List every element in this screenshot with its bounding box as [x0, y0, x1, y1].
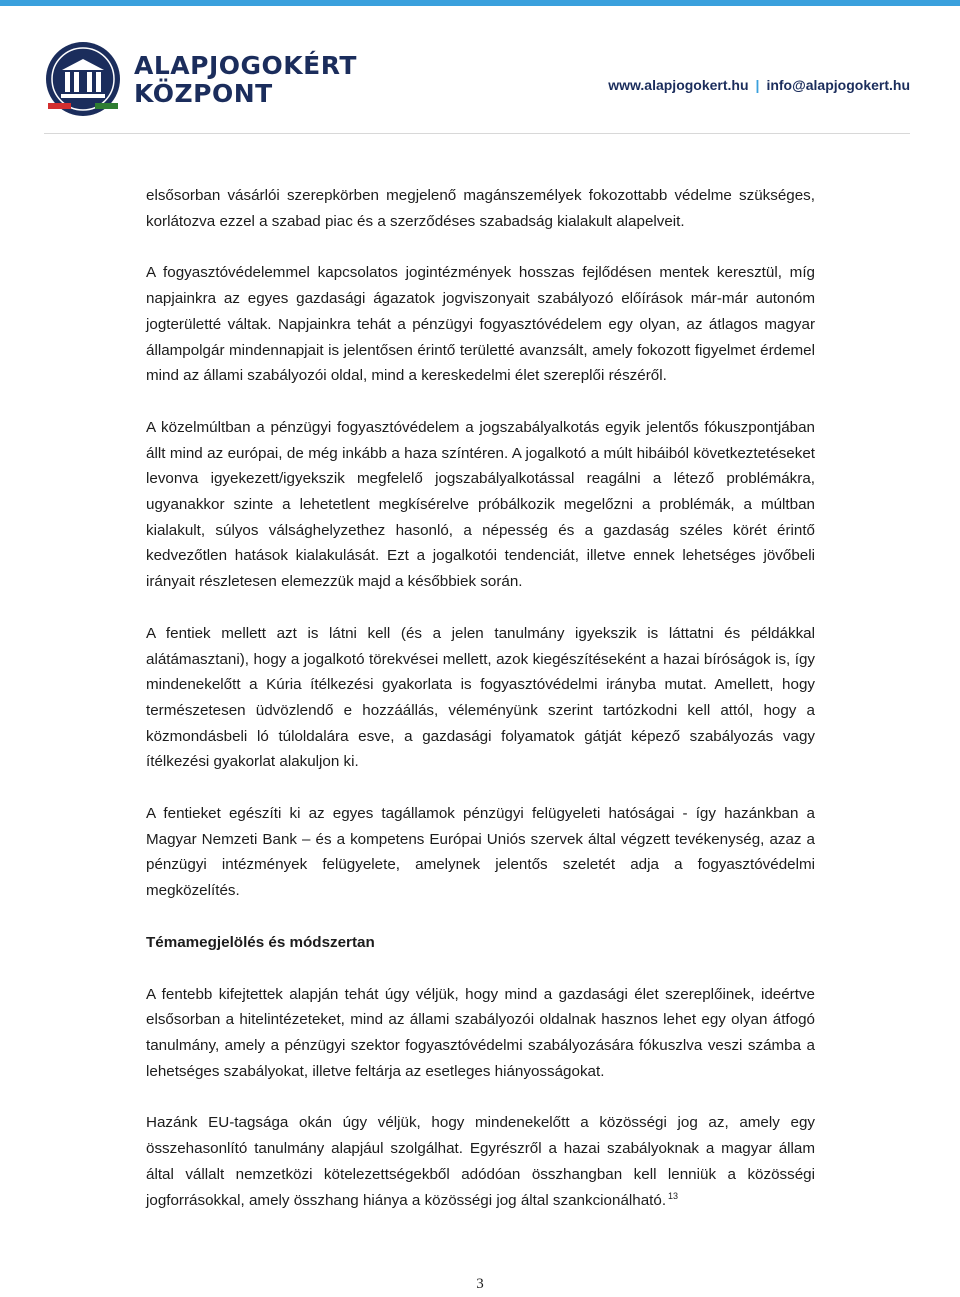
paragraph-2: A fogyasztóvédelemmel kapcsolatos jogintézmények hosszas fejlődésen mentek keresztül, míg napjainkra az egyes gazdasági ágazatok jogviszonyait szabályozó előírások már-már autonóm jogterületté váltak. Napjainkra tehát a pénzügyi fogyasztóvédelem egy olyan, az átlagos magyar állampolgár mindennapjait is jelentősen érintő területté avanzsált, amely fokozott figyelmet érdemel mind az állami szabályozói oldal, mind a kereskedelmi élet szereplői részéről.	[146, 264, 815, 385]
paragraph-3: A közelmúltban a pénzügyi fogyasztóvédelem a jogszabályalkotás egyik jelentős fókuszpontjában állt mind az európai, de még inkább a haza színtéren. A jogalkotó a múlt hibáiból következtetéseket levonva igyekezett/igyekszik megfelelő jogszabályalkotással reagálni a létező problémákra, ugyanakkor szinte a lehetetlent megkísérelve próbálkozik megelőzni a problémák, a múltban kialakult, súlyos válsághelyzethez hasonló, a népesség és a gazdaság széles körét érintő kedvezőtlen hatások kialakulását. Ezt a jogalkotói tendenciát, illetve ennek lehetséges jövőbeli irányait részletesen elemezzük majd a későbbiek során.	[146, 418, 815, 591]
logo	[44, 40, 357, 118]
paragraph-7-text: Hazánk EU-tagsága okán úgy véljük, hogy mindenekelőtt a közösségi jog az, amely egy összehasonlító tanulmány alapjául szolgálhat. Egyrészről a hazai szabályoknak a magyar állam által vállalt nemzetközi kötelezettségekből adódóan összhangban kell lenniük a közösségi jogforrásokkal, amely összhang hiánya a közösségi jog által szankcionálható.	[146, 1114, 815, 1209]
columns-seal-icon	[44, 40, 122, 118]
contact-info	[608, 77, 910, 93]
header-divider	[44, 133, 910, 134]
paragraph-4: A fentiek mellett azt is látni kell (és a jelen tanulmány igyekszik is láttatni és példákkal alátámasztani), hogy a jogalkotó törekvései mellett, azok kiegészítéseként a hazai bíróságok is, így mindenekelőtt a Kúria ítélkezési gyakorlata is fogyasztóvédelmi irányba mutat. Amellett, hogy természetesen üdvözlendő e hozzáállás, véleményünk szerint tartózkodni kell attól, hogy a közmondásbeli ló túloldalára esve, a gazdasági folyamatok gátját képező szabályozás vagy ítélkezési gyakorlat alakuljon ki.	[146, 624, 815, 771]
contact-separator: |	[755, 77, 760, 93]
website-link[interactable]: www.alapjogokert.hu	[608, 77, 749, 93]
paragraph-1: elsősorban vásárlói szerepkörben megjelenő magánszemélyek fokozottabb védelme szükséges, korlátozva ezzel a szabad piac és a szerződéses szabadság kialakult alapelveit.	[146, 187, 815, 230]
footnote-ref-13[interactable]: 13	[668, 1190, 679, 1201]
paragraph-6: A fentebb kifejtettek alapján tehát úgy véljük, hogy mind a gazdasági élet szereplőinek, ideértve elsősorban a hitelintézeteket, mind az állami szabályozói oldalnak hasznos lehet egy olyan átfogó tanulmány, amely a pénzügyi szektor fogyasztóvédelmi szabályozására fókuszlva veszi számba a lehetséges szabályokat, illetve feltárja az esetleges hiányosságokat.	[146, 985, 815, 1080]
brand-line-1: ALAPJOGOKÉRT	[134, 50, 357, 80]
section-heading: Témamegjelölés és módszertan	[146, 933, 375, 951]
paragraph-7	[146, 1110, 815, 1213]
email-link[interactable]: info@alapjogokert.hu	[766, 77, 910, 93]
brand-line-2: KÖZPONT	[134, 78, 273, 108]
document-body	[146, 183, 815, 1239]
brand-name	[134, 50, 357, 108]
paragraph-5: A fentieket egészíti ki az egyes tagállamok pénzügyi felügyeleti hatóságai - így hazánkban a Magyar Nemzeti Bank – és a kompetens Európai Uniós szervek által végzett tevékenység, azaz a pénzügyi intézmények felügyelete, amelynek jelentős szeletét adja a fogyasztóvédelmi megközelítés.	[146, 805, 815, 900]
page-number: 3	[476, 1276, 484, 1292]
top-accent-bar	[0, 0, 960, 6]
